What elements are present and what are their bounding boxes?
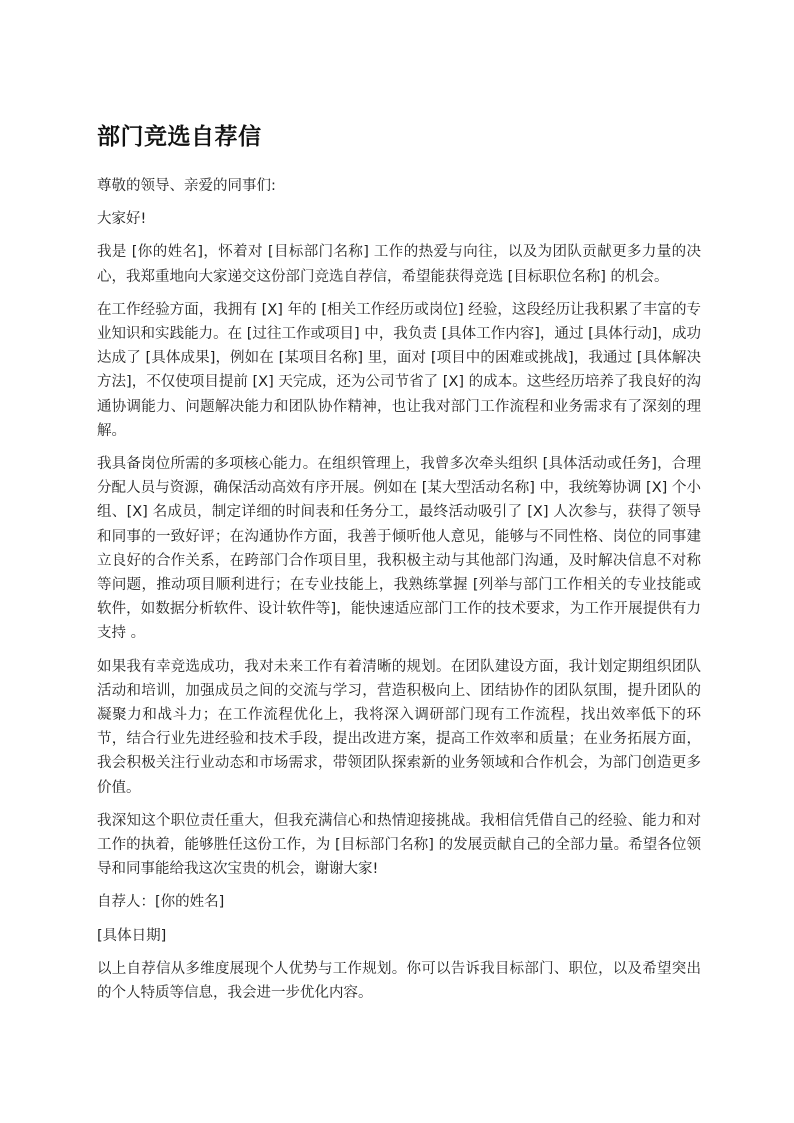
experience-paragraph: 在工作经验方面，我拥有 [X] 年的 [相关工作经历或岗位] 经验，这段经历让我积累了丰富的专业知识和实践能力。在 [过往工作或项目] 中，我负责 [具体工作内容]，通过 [具体行动]，成功达成了 [具体成果]，例如在 [某项目名称] 里，面对 [项目中的困难或挑战]，我通过 [具体解决方法]，不仅使项目提前 [X] 天完成，还为公司节省了 [X] 的成本。这些经历培养了我良好的沟通协调能力、问题解决能力和团队协作精神，也让我对部门工作流程和业务需求有了深刻的理解。: [97, 301, 701, 439]
salutation-line: 大家好!: [97, 211, 147, 228]
date-line: [具体日期]: [97, 927, 167, 944]
closing-paragraph: 我深知这个职位责任重大，但我充满信心和热情迎接挑战。我相信凭借自己的经验、能力和对工作的执着，能够胜任这份工作，为 [目标部门名称] 的发展贡献自己的全部力量。希望各位领导和同事能给我这次宝贵的机会，谢谢大家!: [97, 812, 701, 878]
signature-line: 自荐人：[你的姓名]: [97, 894, 225, 911]
note-paragraph: 以上自荐信从多维度展现个人优势与工作规划。你可以告诉我目标部门、职位，以及希望突出的个人特质等信息，我会进一步优化内容。: [97, 960, 701, 1002]
plan-paragraph: 如果我有幸竞选成功，我对未来工作有着清晰的规划。在团队建设方面，我计划定期组织团队活动和培训，加强成员之间的交流与学习，营造积极向上、团结协作的团队氛围，提升团队的凝聚力和战斗力；在工作流程优化上，我将深入调研部门现有工作流程，找出效率低下的环节，结合行业先进经验和技术手段，提出改进方案，提高工作效率和质量；在业务拓展方面，我会积极关注行业动态和市场需求，带领团队探索新的业务领域和合作机会，为部门创造更多价值。: [97, 658, 701, 796]
greeting-line: 尊敬的领导、亲爱的同事们:: [97, 178, 276, 194]
document-page: [97, 120, 701, 1014]
abilities-paragraph: 我具备岗位所需的多项核心能力。在组织管理上，我曾多次牵头组织 [具体活动或任务]，合理分配人员与资源，确保活动高效有序开展。例如在 [某大型活动名称] 中，我统筹协调 [X] 个小组、[X] 名成员，制定详细的时间表和任务分工，最终活动吸引了 [X] 人次参与，获得了领导和同事的一致好评；在沟通协作方面，我善于倾听他人意见，能够与不同性格、岗位的同事建立良好的合作关系，在跨部门合作项目里，我积极主动与其他部门沟通，及时解决信息不对称等问题，推动项目顺利进行；在专业技能上，我熟练掌握 [列举与部门工作相关的专业技能或软件，如数据分析软件、设计软件等]，能快速适应部门工作的技术要求，为工作开展提供有力支持 。: [97, 456, 701, 642]
document-title: 部门竞选自荐信: [97, 124, 262, 150]
intro-paragraph: 我是 [你的姓名]，怀着对 [目标部门名称] 工作的热爱与向往，以及为团队贡献更多力量的决心，我郑重地向大家递交这份部门竞选自荐信，希望能获得竞选 [目标职位名称] 的机会。: [97, 244, 701, 285]
